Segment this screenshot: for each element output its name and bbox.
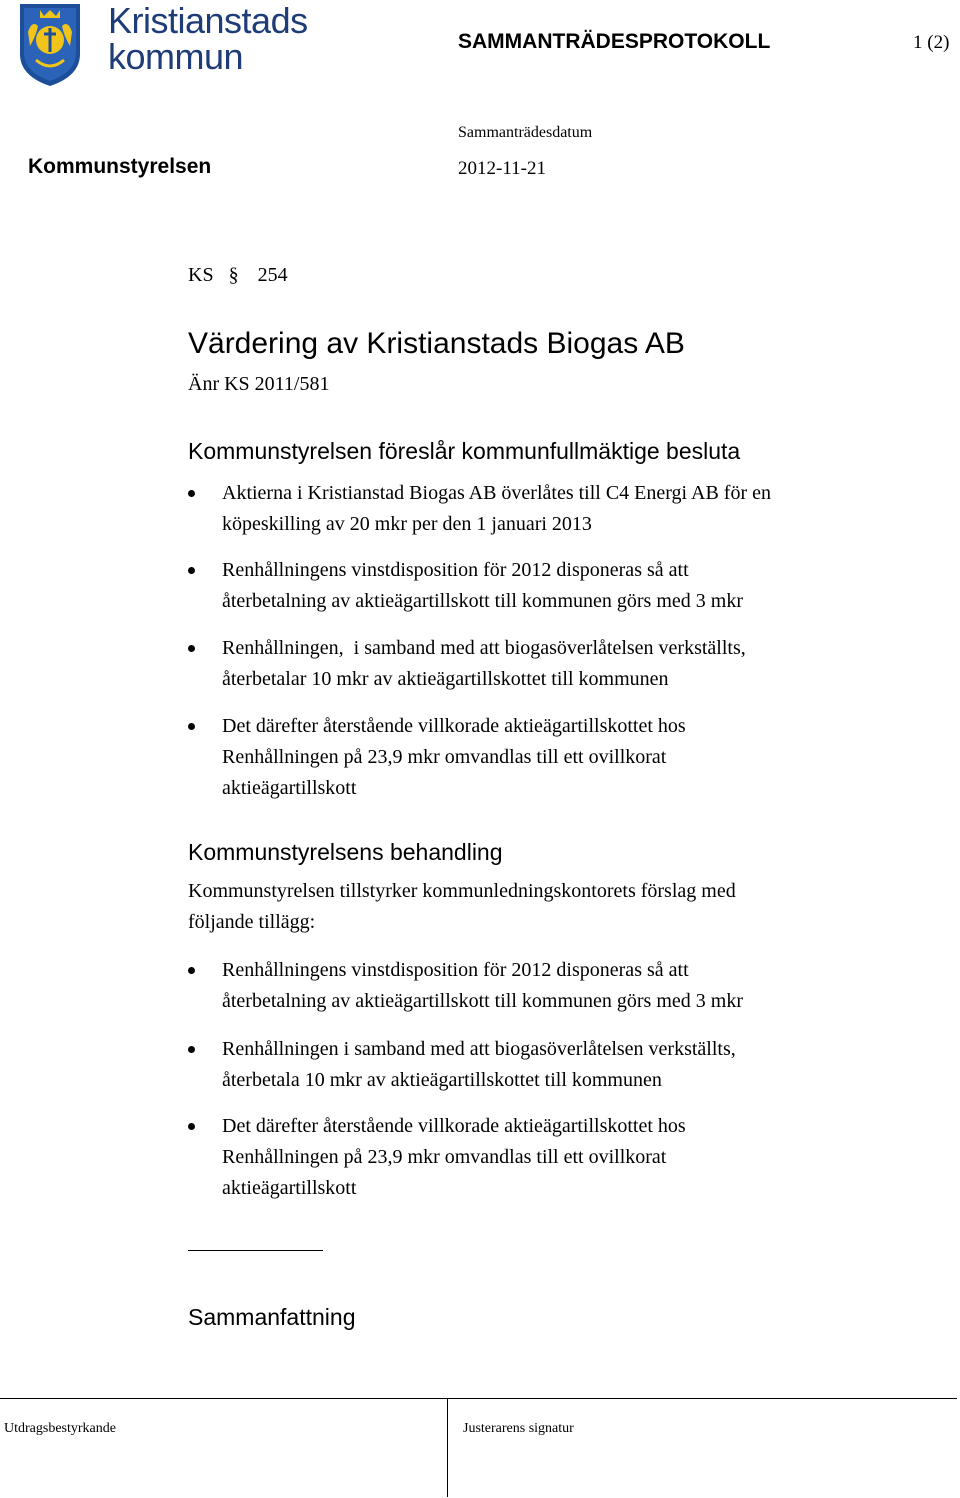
bullet-line: Renhållningen på 23,9 mkr omvandlas till ett ovillkorat: [222, 746, 667, 768]
bullet-icon: [188, 1046, 195, 1053]
bullet-line: Renhållningens vinstdisposition för 2012 disponeras så att: [222, 959, 689, 981]
section-divider: [188, 1250, 323, 1251]
handling-paragraph: [188, 876, 888, 938]
summary-heading: Sammanfattning: [188, 1304, 356, 1330]
ks-number: 254: [257, 264, 288, 286]
paragraph-line: Kommunstyrelsen tillstyrker kommunledningskontorets förslag med: [188, 880, 736, 902]
item-title: Värdering av Kristianstads Biogas AB: [188, 327, 685, 360]
reference-number: Änr KS 2011/581: [188, 373, 330, 395]
brand-line-1: Kristianstads: [108, 0, 308, 41]
bullet-line: återbetalning av aktieägartillskott till kommunen görs med 3 mkr: [222, 990, 743, 1012]
meeting-date-value: 2012-11-21: [458, 158, 546, 179]
bullet-line: Renhållningen på 23,9 mkr omvandlas till ett ovillkorat: [222, 1146, 667, 1168]
adjuster-signature-label: Justerarens signatur: [463, 1421, 574, 1436]
proposal-heading: Kommunstyrelsen föreslår kommunfullmäktige besluta: [188, 438, 741, 464]
organization-name: Kommunstyrelsen: [28, 155, 212, 178]
bullet-line: Aktierna i Kristianstad Biogas AB överlåtes till C4 Energi AB för en: [222, 482, 771, 504]
page-number: 1 (2): [913, 32, 950, 53]
bullet-line: Det därefter återstående villkorade aktieägartillskottet hos: [222, 715, 686, 737]
document-title: SAMMANTRÄDESPROTOKOLL: [458, 30, 771, 53]
bullet-icon: [188, 567, 195, 574]
section-sign: §: [228, 264, 239, 286]
bullet-line: återbetala 10 mkr av aktieägartillskottet till kommunen: [222, 1069, 662, 1091]
signature-footer: [0, 1398, 957, 1498]
bullet-line: Det därefter återstående villkorade aktieägartillskottet hos: [222, 1115, 686, 1137]
bullet-line: köpeskilling av 20 mkr per den 1 januari 2013: [222, 513, 592, 535]
bullet-icon: [188, 723, 195, 730]
bullet-line: återbetalning av aktieägartillskott till kommunen görs med 3 mkr: [222, 590, 743, 612]
ks-label: KS: [188, 264, 214, 286]
bullet-line: aktieägartillskott: [222, 1177, 357, 1199]
brand-wordmark: [108, 0, 308, 77]
handling-heading: Kommunstyrelsens behandling: [188, 839, 503, 865]
footer-divider: [447, 1399, 448, 1497]
paragraph-line: följande tillägg:: [188, 911, 316, 933]
bullet-line: aktieägartillskott: [222, 777, 357, 799]
coat-of-arms-logo: [18, 2, 82, 88]
bullet-line: Renhållningen i samband med att biogasöverlåtelsen verkställts,: [222, 1038, 736, 1060]
brand-line-2: kommun: [108, 36, 244, 77]
bullet-icon: [188, 490, 195, 497]
bullet-line: återbetalar 10 mkr av aktieägartillskottet till kommunen: [222, 668, 669, 690]
bullet-icon: [188, 645, 195, 652]
bullet-icon: [188, 967, 195, 974]
certification-label: Utdragsbestyrkande: [4, 1421, 116, 1436]
meeting-date-label: Sammanträdesdatum: [458, 124, 593, 141]
bullet-line: Renhållningens vinstdisposition för 2012 disponeras så att: [222, 559, 689, 581]
bullet-line: Renhållningen, i samband med att biogasöverlåtelsen verkställts,: [222, 637, 746, 659]
item-number: [188, 264, 288, 287]
bullet-icon: [188, 1123, 195, 1130]
